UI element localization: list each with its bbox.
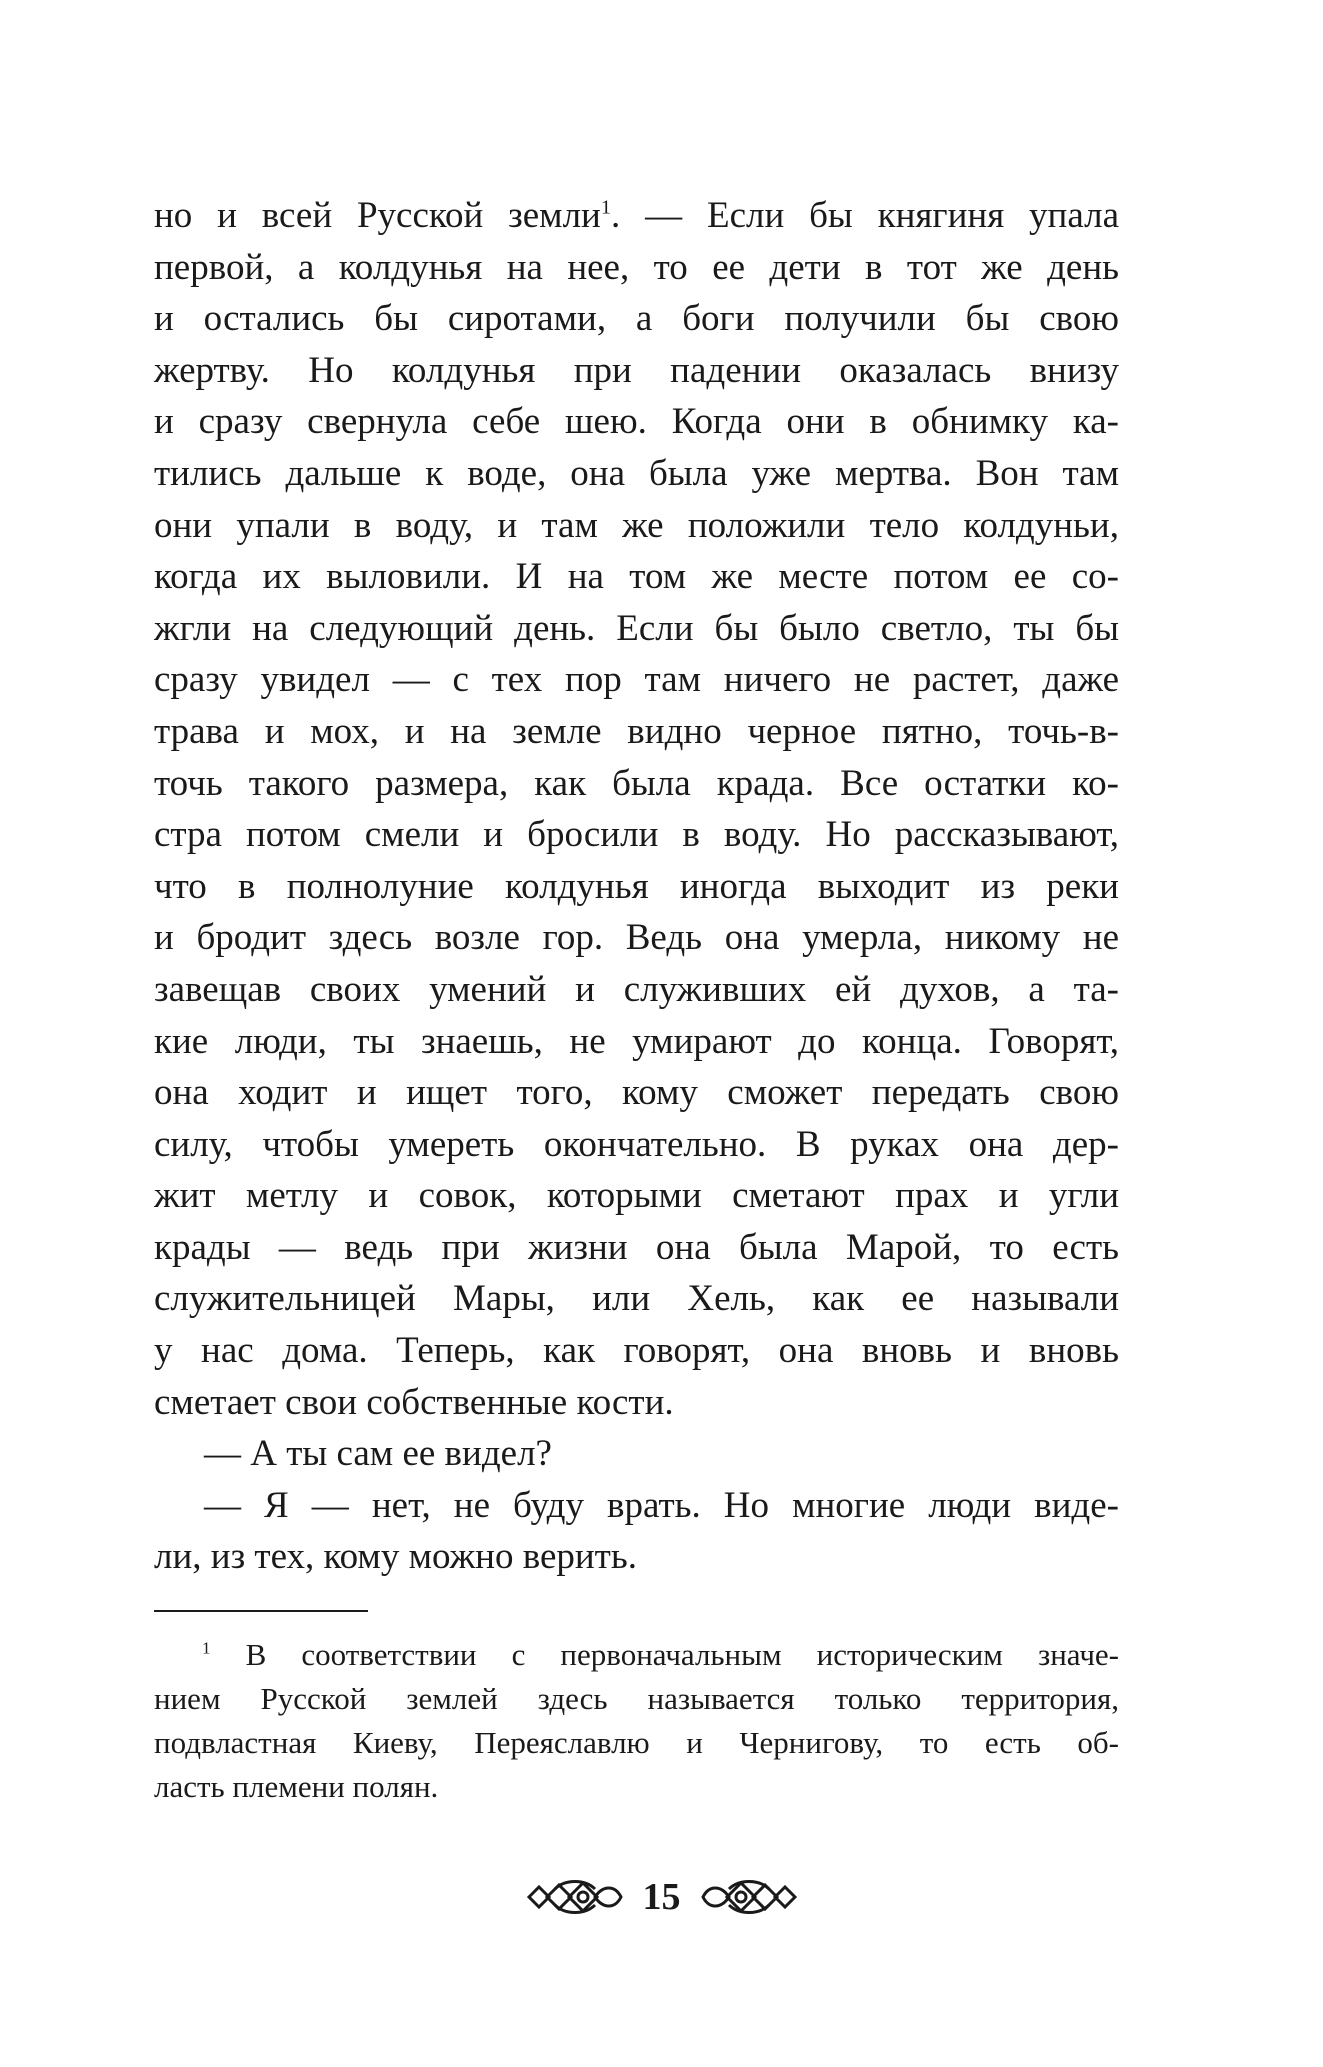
text-line: и сразу свернула себе шею. Когда они в обнимку ка- [154,401,1119,443]
text-segment: . — Если бы княгиня упала [611,195,1119,236]
main-text [154,190,1119,1583]
text-line: тились дальше к воде, она была уже мертва. Вон там [154,452,1119,494]
text-line: первой, а колдунья на нее, то ее дети в тот же день [154,246,1119,288]
footnote [154,1633,1119,1809]
text-line: трава и мох, и на земле видно черное пятно, точь-в- [154,710,1119,752]
footnote-marker: 1 [202,1638,211,1658]
text-line: и бродит здесь возле гор. Ведь она умерла, никому не [154,917,1119,959]
text-segment: но и всей Русской земли [154,195,601,236]
text-line [154,190,1119,242]
text-line: что в полнолуние колдунья иногда выходит из реки [154,865,1119,907]
text-line: жит метлу и совок, которыми сметают прах и угли [154,1175,1119,1217]
page-number: 15 [642,1876,681,1918]
text-line: силу, чтобы умереть окончательно. В руках она дер- [154,1123,1119,1165]
text-line: точь такого размера, как была крада. Все остатки ко- [154,762,1119,804]
footnote-divider [154,1610,368,1612]
text-line: когда их выловили. И на том же месте потом ее со- [154,556,1119,598]
text-line: кие люди, ты знаешь, не умирают до конца. Говорят, [154,1020,1119,1062]
text-line: стра потом смели и бросили в воду. Но рассказывают, [154,814,1119,856]
dialogue-line: — А ты сам ее видел? [204,1433,552,1475]
text-line: они упали в воду, и там же положили тело колдуньи, [154,504,1119,546]
text-line: и остались бы сиротами, а боги получили бы свою [154,298,1119,340]
footnote-line: нием Русской землей здесь называется только территория, [154,1681,1119,1716]
text-line: она ходит и ищет того, кому сможет передать свою [154,1072,1119,1114]
text-line-paragraph-end: сметает свои собственные кости. [154,1381,674,1423]
footnote-text: В соответствии с первоначальным историческим значе- [210,1637,1119,1672]
text-line: жгли на следующий день. Если бы было светло, ты бы [154,607,1119,649]
footnote-line: подвластная Киеву, Переяславлю и Чернигову, то есть об- [154,1725,1119,1760]
text-line: жертву. Но колдунья при падении оказалась внизу [154,349,1119,391]
text-line: служительницей Мары, или Хель, как ее называли [154,1278,1119,1320]
text-line: крады — ведь при жизни она была Марой, то есть [154,1226,1119,1268]
text-line-paragraph-end: ли, из тех, кому можно верить. [154,1536,637,1578]
text-line: завещав своих умений и служивших ей духов, а та- [154,968,1119,1010]
text-line: сразу увидел — с тех пор там ничего не растет, даже [154,659,1119,701]
text-line: у нас дома. Теперь, как говорят, она вновь и вновь [154,1330,1119,1372]
page-folio [0,1872,1323,1922]
footnote-reference[interactable]: 1 [600,196,612,219]
knot-ornament-icon [699,1877,799,1917]
knot-ornament-icon [525,1877,625,1917]
dialogue-line: — Я — нет, не буду врать. Но многие люди виде- [204,1484,1119,1526]
footnote-line [154,1633,1119,1677]
footnote-line-end: ласть племени полян. [154,1769,439,1804]
